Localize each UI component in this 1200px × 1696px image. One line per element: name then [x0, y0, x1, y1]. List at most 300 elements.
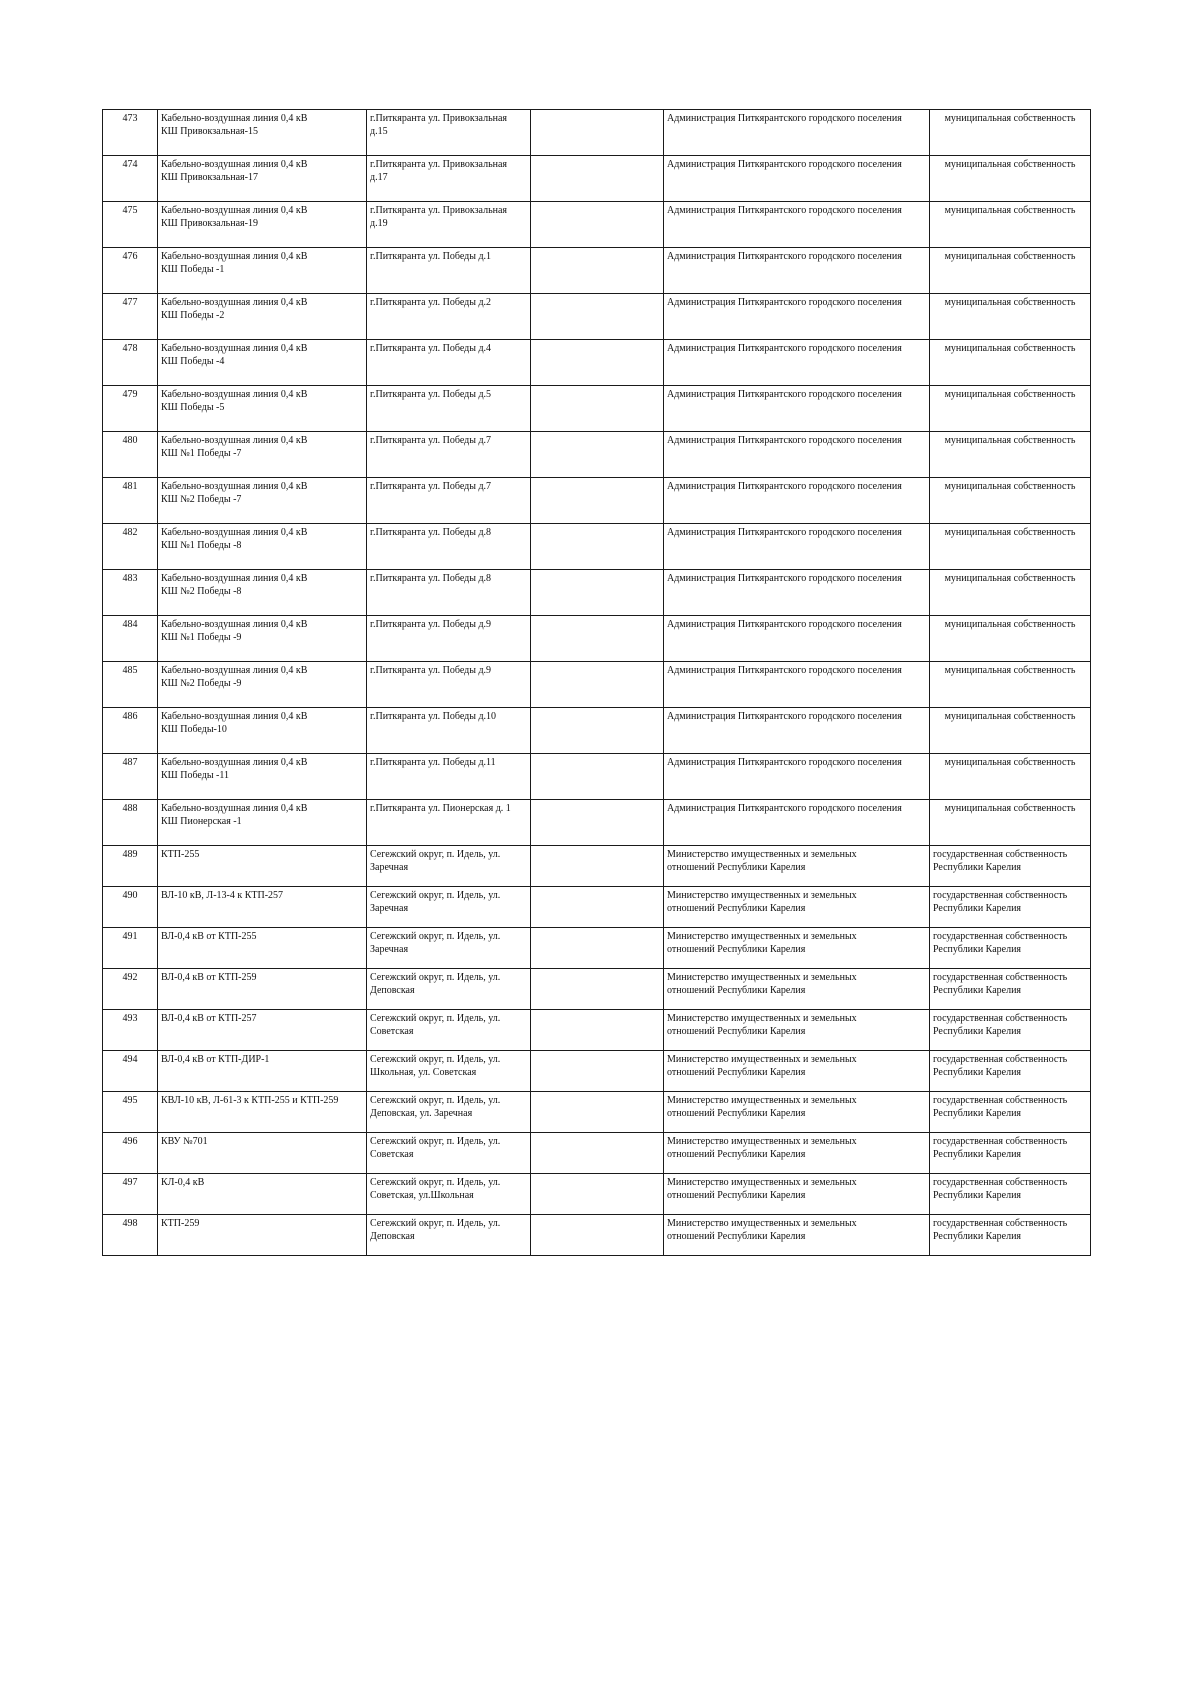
- table-row: [103, 662, 1091, 708]
- address-cell: [367, 616, 531, 662]
- object-name-line: КШ Пионерская -1: [161, 816, 242, 828]
- ownership-type-line: муниципальная собственность: [944, 113, 1076, 124]
- rights-holder-line: отношений Республики Карелия: [667, 1231, 806, 1243]
- address-cell: [367, 248, 531, 294]
- rights-holder-line: Администрация Питкярантского городского поселения: [667, 757, 902, 768]
- object-name-line: КШ №1 Победы -7: [161, 448, 242, 460]
- ownership-type-cell: [930, 478, 1091, 524]
- characteristics-cell: [531, 1133, 664, 1174]
- address-line: г.Питкяранта ул. Победы д.8: [370, 527, 492, 538]
- object-name-cell: [158, 1133, 367, 1174]
- characteristics-cell: [531, 1051, 664, 1092]
- characteristics-cell: [531, 570, 664, 616]
- object-name-line: КТП-259: [161, 1218, 200, 1229]
- ownership-type-line: муниципальная собственность: [944, 389, 1076, 400]
- address-line: Сегежский округ, п. Идель, ул.: [370, 1054, 501, 1065]
- rights-holder-cell: [664, 708, 930, 754]
- rights-holder-line: Администрация Питкярантского городского поселения: [667, 159, 902, 170]
- row-number-cell: 492: [103, 969, 158, 1010]
- object-name-line: Кабельно-воздушная линия 0,4 кВ: [161, 573, 308, 584]
- row-number-cell: 474: [103, 156, 158, 202]
- rights-holder-cell: [664, 340, 930, 386]
- object-name-cell: [158, 156, 367, 202]
- address-line: Советская: [370, 1149, 414, 1161]
- characteristics-cell: [531, 1092, 664, 1133]
- ownership-type-cell: [930, 294, 1091, 340]
- property-register-table: [102, 109, 1091, 1256]
- ownership-type-cell: [930, 432, 1091, 478]
- ownership-type-cell: [930, 887, 1091, 928]
- ownership-type-cell: [930, 1133, 1091, 1174]
- rights-holder-line: Администрация Питкярантского городского поселения: [667, 665, 902, 676]
- object-name-cell: [158, 846, 367, 887]
- object-name-line: Кабельно-воздушная линия 0,4 кВ: [161, 113, 308, 124]
- rights-holder-line: Администрация Питкярантского городского поселения: [667, 435, 902, 446]
- address-cell: [367, 846, 531, 887]
- ownership-type-line: Республики Карелия: [933, 862, 1022, 874]
- ownership-type-line: муниципальная собственность: [944, 205, 1076, 216]
- table-row: [103, 1133, 1091, 1174]
- rights-holder-cell: [664, 1215, 930, 1256]
- rights-holder-cell: [664, 1010, 930, 1051]
- row-number-cell: 493: [103, 1010, 158, 1051]
- object-name-line: КШ Привокзальная-17: [161, 172, 258, 184]
- ownership-type-cell: [930, 800, 1091, 846]
- ownership-type-cell: [930, 570, 1091, 616]
- rights-holder-line: отношений Республики Карелия: [667, 1149, 806, 1161]
- characteristics-cell: [531, 432, 664, 478]
- row-number-cell: 494: [103, 1051, 158, 1092]
- rights-holder-cell: [664, 754, 930, 800]
- object-name-cell: [158, 386, 367, 432]
- table-row: [103, 800, 1091, 846]
- address-cell: [367, 887, 531, 928]
- row-number-cell: 473: [103, 110, 158, 156]
- characteristics-cell: [531, 800, 664, 846]
- object-name-line: Кабельно-воздушная линия 0,4 кВ: [161, 803, 308, 814]
- rights-holder-cell: [664, 1133, 930, 1174]
- table-row: [103, 432, 1091, 478]
- object-name-line: КШ Привокзальная-19: [161, 218, 258, 230]
- ownership-type-line: муниципальная собственность: [944, 757, 1076, 768]
- ownership-type-line: муниципальная собственность: [944, 481, 1076, 492]
- rights-holder-line: Министерство имущественных и земельных: [667, 972, 857, 983]
- object-name-line: Кабельно-воздушная линия 0,4 кВ: [161, 205, 308, 216]
- object-name-cell: [158, 708, 367, 754]
- address-line: Сегежский округ, п. Идель, ул.: [370, 1177, 501, 1188]
- table-row: [103, 478, 1091, 524]
- rights-holder-line: отношений Республики Карелия: [667, 1108, 806, 1120]
- address-line: Заречная: [370, 944, 409, 956]
- rights-holder-cell: [664, 662, 930, 708]
- object-name-cell: [158, 887, 367, 928]
- row-number-cell: 488: [103, 800, 158, 846]
- address-line: д.15: [370, 126, 388, 138]
- object-name-line: КШ Победы -2: [161, 310, 225, 322]
- object-name-line: КТП-255: [161, 849, 200, 860]
- object-name-line: КШ №1 Победы -9: [161, 632, 242, 644]
- rights-holder-line: отношений Республики Карелия: [667, 1067, 806, 1079]
- characteristics-cell: [531, 616, 664, 662]
- row-number-cell: 477: [103, 294, 158, 340]
- table-body: [103, 110, 1091, 1256]
- rights-holder-line: Администрация Питкярантского городского поселения: [667, 481, 902, 492]
- address-cell: [367, 969, 531, 1010]
- object-name-line: КШ Привокзальная-15: [161, 126, 258, 138]
- rights-holder-line: Администрация Питкярантского городского поселения: [667, 297, 902, 308]
- object-name-cell: [158, 662, 367, 708]
- address-line: Сегежский округ, п. Идель, ул.: [370, 1095, 501, 1106]
- address-line: Деповская: [370, 985, 415, 997]
- ownership-type-cell: [930, 1010, 1091, 1051]
- address-line: д.17: [370, 172, 388, 184]
- rights-holder-cell: [664, 386, 930, 432]
- address-line: Сегежский округ, п. Идель, ул.: [370, 890, 501, 901]
- object-name-line: Кабельно-воздушная линия 0,4 кВ: [161, 251, 308, 262]
- ownership-type-cell: [930, 1051, 1091, 1092]
- ownership-type-cell: [930, 110, 1091, 156]
- ownership-type-cell: [930, 202, 1091, 248]
- object-name-line: ВЛ-10 кВ, Л-13-4 к КТП-257: [161, 890, 284, 901]
- ownership-type-line: государственная собственность: [933, 849, 1068, 860]
- address-line: г.Питкяранта ул. Пионерская д. 1: [370, 803, 511, 814]
- table-row: [103, 340, 1091, 386]
- row-number-cell: 486: [103, 708, 158, 754]
- characteristics-cell: [531, 202, 664, 248]
- table-row: [103, 887, 1091, 928]
- ownership-type-line: Республики Карелия: [933, 1149, 1022, 1161]
- characteristics-cell: [531, 524, 664, 570]
- address-cell: [367, 524, 531, 570]
- characteristics-cell: [531, 1215, 664, 1256]
- ownership-type-line: Республики Карелия: [933, 1190, 1022, 1202]
- row-number-cell: 485: [103, 662, 158, 708]
- ownership-type-line: государственная собственность: [933, 1095, 1068, 1106]
- address-cell: [367, 202, 531, 248]
- object-name-cell: [158, 1174, 367, 1215]
- ownership-type-cell: [930, 386, 1091, 432]
- rights-holder-line: Администрация Питкярантского городского поселения: [667, 389, 902, 400]
- address-line: Сегежский округ, п. Идель, ул.: [370, 1218, 501, 1229]
- table-row: [103, 1092, 1091, 1133]
- object-name-line: ВЛ-0,4 кВ от КТП-ДИР-1: [161, 1054, 270, 1065]
- rights-holder-cell: [664, 616, 930, 662]
- ownership-type-cell: [930, 846, 1091, 887]
- rights-holder-cell: [664, 202, 930, 248]
- address-line: г.Питкяранта ул. Победы д.1: [370, 251, 492, 262]
- address-line: г.Питкяранта ул. Привокзальная: [370, 113, 508, 124]
- ownership-type-cell: [930, 340, 1091, 386]
- ownership-type-cell: [930, 616, 1091, 662]
- object-name-line: Кабельно-воздушная линия 0,4 кВ: [161, 711, 308, 722]
- address-line: г.Питкяранта ул. Привокзальная: [370, 205, 508, 216]
- object-name-line: КШ Победы -4: [161, 356, 225, 368]
- table-row: [103, 570, 1091, 616]
- row-number-cell: 490: [103, 887, 158, 928]
- rights-holder-cell: [664, 887, 930, 928]
- table-row: [103, 248, 1091, 294]
- characteristics-cell: [531, 1174, 664, 1215]
- address-line: Сегежский округ, п. Идель, ул.: [370, 972, 501, 983]
- object-name-cell: [158, 754, 367, 800]
- row-number-cell: 480: [103, 432, 158, 478]
- characteristics-cell: [531, 887, 664, 928]
- object-name-line: Кабельно-воздушная линия 0,4 кВ: [161, 481, 308, 492]
- table-row: [103, 1174, 1091, 1215]
- ownership-type-line: государственная собственность: [933, 1054, 1068, 1065]
- characteristics-cell: [531, 754, 664, 800]
- rights-holder-line: Администрация Питкярантского городского поселения: [667, 205, 902, 216]
- address-line: д.19: [370, 218, 388, 230]
- ownership-type-cell: [930, 248, 1091, 294]
- row-number-cell: 495: [103, 1092, 158, 1133]
- rights-holder-cell: [664, 846, 930, 887]
- object-name-line: Кабельно-воздушная линия 0,4 кВ: [161, 297, 308, 308]
- address-line: г.Питкяранта ул. Победы д.7: [370, 481, 492, 492]
- address-cell: [367, 432, 531, 478]
- address-line: г.Питкяранта ул. Победы д.5: [370, 389, 492, 400]
- ownership-type-line: государственная собственность: [933, 890, 1068, 901]
- address-cell: [367, 294, 531, 340]
- table-row: [103, 386, 1091, 432]
- object-name-cell: [158, 570, 367, 616]
- object-name-cell: [158, 478, 367, 524]
- characteristics-cell: [531, 386, 664, 432]
- address-cell: [367, 754, 531, 800]
- ownership-type-line: муниципальная собственность: [944, 573, 1076, 584]
- ownership-type-line: государственная собственность: [933, 1136, 1068, 1147]
- object-name-line: КШ №2 Победы -9: [161, 678, 242, 690]
- rights-holder-line: Администрация Питкярантского городского поселения: [667, 711, 902, 722]
- object-name-cell: [158, 928, 367, 969]
- rights-holder-line: Министерство имущественных и земельных: [667, 1013, 857, 1024]
- ownership-type-line: муниципальная собственность: [944, 665, 1076, 676]
- ownership-type-line: муниципальная собственность: [944, 297, 1076, 308]
- rights-holder-cell: [664, 478, 930, 524]
- object-name-cell: [158, 110, 367, 156]
- ownership-type-line: Республики Карелия: [933, 1108, 1022, 1120]
- object-name-cell: [158, 294, 367, 340]
- table-row: [103, 294, 1091, 340]
- rights-holder-line: Администрация Питкярантского городского поселения: [667, 619, 902, 630]
- ownership-type-cell: [930, 524, 1091, 570]
- ownership-type-line: государственная собственность: [933, 1013, 1068, 1024]
- address-line: г.Питкяранта ул. Победы д.4: [370, 343, 492, 354]
- address-cell: [367, 708, 531, 754]
- characteristics-cell: [531, 110, 664, 156]
- rights-holder-cell: [664, 1051, 930, 1092]
- table-row: [103, 202, 1091, 248]
- object-name-line: Кабельно-воздушная линия 0,4 кВ: [161, 389, 308, 400]
- characteristics-cell: [531, 708, 664, 754]
- ownership-type-cell: [930, 156, 1091, 202]
- ownership-type-line: муниципальная собственность: [944, 527, 1076, 538]
- address-cell: [367, 1215, 531, 1256]
- ownership-type-line: Республики Карелия: [933, 1231, 1022, 1243]
- rights-holder-line: Министерство имущественных и земельных: [667, 1054, 857, 1065]
- row-number-cell: 487: [103, 754, 158, 800]
- table-row: [103, 524, 1091, 570]
- object-name-line: Кабельно-воздушная линия 0,4 кВ: [161, 757, 308, 768]
- address-line: Советская: [370, 1026, 414, 1038]
- ownership-type-line: государственная собственность: [933, 1177, 1068, 1188]
- rights-holder-cell: [664, 248, 930, 294]
- table-row: [103, 156, 1091, 202]
- address-line: г.Питкяранта ул. Победы д.9: [370, 619, 492, 630]
- rights-holder-line: Администрация Питкярантского городского поселения: [667, 343, 902, 354]
- rights-holder-line: отношений Республики Карелия: [667, 862, 806, 874]
- rights-holder-line: отношений Республики Карелия: [667, 903, 806, 915]
- address-cell: [367, 662, 531, 708]
- object-name-line: Кабельно-воздушная линия 0,4 кВ: [161, 527, 308, 538]
- ownership-type-cell: [930, 754, 1091, 800]
- rights-holder-line: Министерство имущественных и земельных: [667, 1095, 857, 1106]
- address-cell: [367, 1092, 531, 1133]
- rights-holder-line: Администрация Питкярантского городского поселения: [667, 573, 902, 584]
- address-cell: [367, 110, 531, 156]
- row-number-cell: 497: [103, 1174, 158, 1215]
- rights-holder-cell: [664, 432, 930, 478]
- object-name-cell: [158, 1051, 367, 1092]
- address-line: г.Питкяранта ул. Победы д.7: [370, 435, 492, 446]
- object-name-cell: [158, 1092, 367, 1133]
- ownership-type-cell: [930, 1174, 1091, 1215]
- row-number-cell: 482: [103, 524, 158, 570]
- address-cell: [367, 928, 531, 969]
- address-cell: [367, 1051, 531, 1092]
- characteristics-cell: [531, 662, 664, 708]
- address-line: г.Питкяранта ул. Победы д.2: [370, 297, 492, 308]
- table-row: [103, 708, 1091, 754]
- address-line: Школьная, ул. Советская: [370, 1067, 477, 1079]
- table-row: [103, 110, 1091, 156]
- characteristics-cell: [531, 340, 664, 386]
- address-line: Заречная: [370, 903, 409, 915]
- address-cell: [367, 1174, 531, 1215]
- characteristics-cell: [531, 1010, 664, 1051]
- ownership-type-cell: [930, 708, 1091, 754]
- address-line: Сегежский округ, п. Идель, ул.: [370, 849, 501, 860]
- rights-holder-line: Министерство имущественных и земельных: [667, 931, 857, 942]
- table-row: [103, 754, 1091, 800]
- address-cell: [367, 1133, 531, 1174]
- object-name-cell: [158, 248, 367, 294]
- object-name-cell: [158, 616, 367, 662]
- object-name-line: ВЛ-0,4 кВ от КТП-257: [161, 1013, 257, 1024]
- table-row: [103, 846, 1091, 887]
- ownership-type-line: муниципальная собственность: [944, 251, 1076, 262]
- rights-holder-line: Министерство имущественных и земельных: [667, 1177, 857, 1188]
- table-row: [103, 1010, 1091, 1051]
- address-line: г.Питкяранта ул. Победы д.9: [370, 665, 492, 676]
- ownership-type-cell: [930, 928, 1091, 969]
- address-line: г.Питкяранта ул. Победы д.10: [370, 711, 497, 722]
- characteristics-cell: [531, 156, 664, 202]
- row-number-cell: 483: [103, 570, 158, 616]
- table-row: [103, 928, 1091, 969]
- rights-holder-line: Администрация Питкярантского городского поселения: [667, 527, 902, 538]
- ownership-type-line: муниципальная собственность: [944, 343, 1076, 354]
- object-name-line: КШ Победы-10: [161, 724, 227, 736]
- object-name-line: КШ №2 Победы -7: [161, 494, 242, 506]
- row-number-cell: 491: [103, 928, 158, 969]
- ownership-type-line: Республики Карелия: [933, 985, 1022, 997]
- characteristics-cell: [531, 928, 664, 969]
- rights-holder-line: отношений Республики Карелия: [667, 1026, 806, 1038]
- object-name-cell: [158, 340, 367, 386]
- address-line: г.Питкяранта ул. Победы д.8: [370, 573, 492, 584]
- row-number-cell: 478: [103, 340, 158, 386]
- object-name-line: Кабельно-воздушная линия 0,4 кВ: [161, 159, 308, 170]
- row-number-cell: 475: [103, 202, 158, 248]
- rights-holder-line: отношений Республики Карелия: [667, 985, 806, 997]
- address-cell: [367, 800, 531, 846]
- address-line: Советская, ул.Школьная: [370, 1190, 474, 1202]
- table-row: [103, 616, 1091, 662]
- address-cell: [367, 340, 531, 386]
- address-cell: [367, 386, 531, 432]
- address-cell: [367, 156, 531, 202]
- rights-holder-cell: [664, 800, 930, 846]
- object-name-line: КЛ-0,4 кВ: [161, 1177, 205, 1188]
- row-number-cell: 476: [103, 248, 158, 294]
- object-name-line: ВЛ-0,4 кВ от КТП-255: [161, 931, 257, 942]
- row-number-cell: 489: [103, 846, 158, 887]
- rights-holder-cell: [664, 294, 930, 340]
- rights-holder-line: Министерство имущественных и земельных: [667, 1136, 857, 1147]
- object-name-line: ВЛ-0,4 кВ от КТП-259: [161, 972, 257, 983]
- object-name-line: Кабельно-воздушная линия 0,4 кВ: [161, 343, 308, 354]
- rights-holder-cell: [664, 969, 930, 1010]
- address-cell: [367, 478, 531, 524]
- ownership-type-cell: [930, 662, 1091, 708]
- rights-holder-line: Администрация Питкярантского городского поселения: [667, 803, 902, 814]
- rights-holder-line: отношений Республики Карелия: [667, 944, 806, 956]
- address-cell: [367, 570, 531, 616]
- table-row: [103, 1051, 1091, 1092]
- object-name-line: КВУ №701: [161, 1136, 208, 1147]
- object-name-cell: [158, 524, 367, 570]
- ownership-type-cell: [930, 1215, 1091, 1256]
- ownership-type-line: Республики Карелия: [933, 903, 1022, 915]
- ownership-type-line: государственная собственность: [933, 931, 1068, 942]
- rights-holder-cell: [664, 110, 930, 156]
- ownership-type-line: Республики Карелия: [933, 1067, 1022, 1079]
- table-row: [103, 969, 1091, 1010]
- row-number-cell: 498: [103, 1215, 158, 1256]
- rights-holder-cell: [664, 570, 930, 616]
- row-number-cell: 496: [103, 1133, 158, 1174]
- rights-holder-line: отношений Республики Карелия: [667, 1190, 806, 1202]
- rights-holder-cell: [664, 156, 930, 202]
- ownership-type-line: государственная собственность: [933, 1218, 1068, 1229]
- ownership-type-line: муниципальная собственность: [944, 619, 1076, 630]
- object-name-line: КШ №2 Победы -8: [161, 586, 242, 598]
- object-name-line: КШ Победы -11: [161, 770, 230, 782]
- rights-holder-cell: [664, 1092, 930, 1133]
- address-line: Заречная: [370, 862, 409, 874]
- rights-holder-cell: [664, 524, 930, 570]
- characteristics-cell: [531, 248, 664, 294]
- rights-holder-line: Министерство имущественных и земельных: [667, 849, 857, 860]
- rights-holder-cell: [664, 1174, 930, 1215]
- object-name-line: Кабельно-воздушная линия 0,4 кВ: [161, 665, 308, 676]
- table-row: [103, 1215, 1091, 1256]
- characteristics-cell: [531, 294, 664, 340]
- address-line: Деповская: [370, 1231, 415, 1243]
- rights-holder-line: Администрация Питкярантского городского поселения: [667, 113, 902, 124]
- row-number-cell: 484: [103, 616, 158, 662]
